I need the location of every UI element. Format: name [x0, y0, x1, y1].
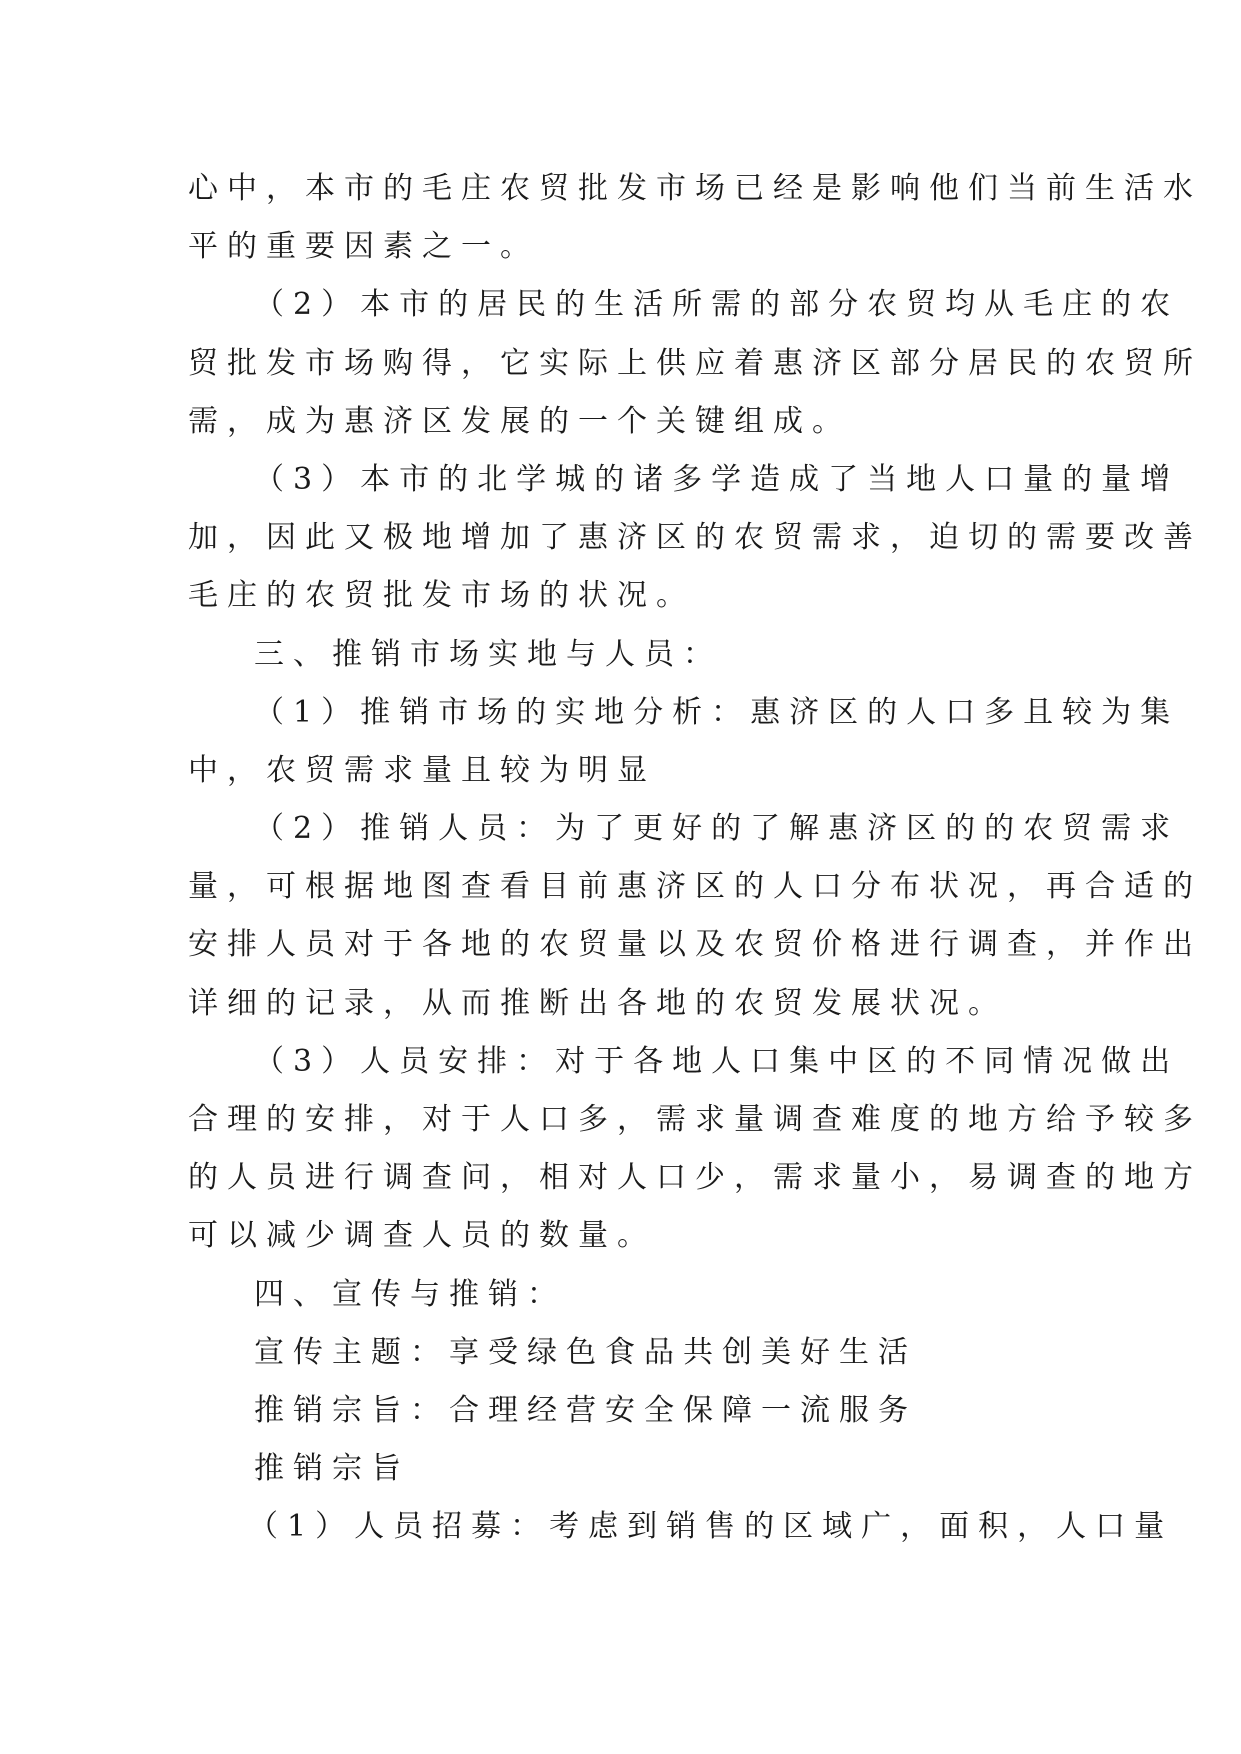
text-line: （1）人员招募：考虑到销售的区域广，面积，人口量 — [248, 1509, 1174, 1545]
text-line: （3）人员安排：对于各地人口集中区的不同情况做出 — [254, 1043, 1180, 1079]
text-line: 安排人员对于各地的农贸量以及农贸价格进行调查，并作出 — [188, 927, 1202, 963]
text-line: 贸批发市场购得，它实际上供应着惠济区部分居民的农贸所 — [188, 345, 1202, 381]
text-line: 加，因此又极地增加了惠济区的农贸需求，迫切的需要改善 — [188, 520, 1202, 556]
text-line: 需，成为惠济区发展的一个关键组成。 — [188, 403, 851, 439]
text-line: 的人员进行调查问，相对人口少，需求量小，易调查的地方 — [188, 1160, 1202, 1196]
document-body — [188, 160, 1202, 1557]
text-line: 平的重要因素之一。 — [188, 229, 539, 265]
text-line: （2）本市的居民的生活所需的部分农贸均从毛庄的农 — [254, 287, 1180, 323]
text-line: 可以减少调查人员的数量。 — [188, 1218, 656, 1254]
text-line: 中，农贸需求量且较为明显 — [188, 752, 656, 788]
text-line: （2）推销人员：为了更好的了解惠济区的的农贸需求 — [254, 811, 1180, 847]
section-heading: 三、推销市场实地与人员： — [254, 636, 722, 672]
text-line: 推销宗旨 — [254, 1451, 410, 1487]
text-line: 毛庄的农贸批发市场的状况。 — [188, 578, 695, 614]
text-line: 推销宗旨：合理经营安全保障一流服务 — [254, 1392, 917, 1428]
text-line: （3）本市的北学城的诸多学造成了当地人口量的量增 — [254, 461, 1180, 497]
text-line: （1）推销市场的实地分析：惠济区的人口多且较为集 — [254, 694, 1180, 730]
text-line: 宣传主题：享受绿色食品共创美好生活 — [254, 1334, 917, 1370]
text-line: 详细的记录，从而推断出各地的农贸发展状况。 — [188, 985, 1007, 1021]
text-line: 心中，本市的毛庄农贸批发市场已经是影响他们当前生活水 — [188, 171, 1202, 206]
text-line: 量，可根据地图查看目前惠济区的人口分布状况，再合适的 — [188, 869, 1202, 905]
section-heading: 四、宣传与推销： — [254, 1276, 566, 1312]
text-line: 合理的安排，对于人口多，需求量调查难度的地方给予较多 — [188, 1102, 1202, 1137]
